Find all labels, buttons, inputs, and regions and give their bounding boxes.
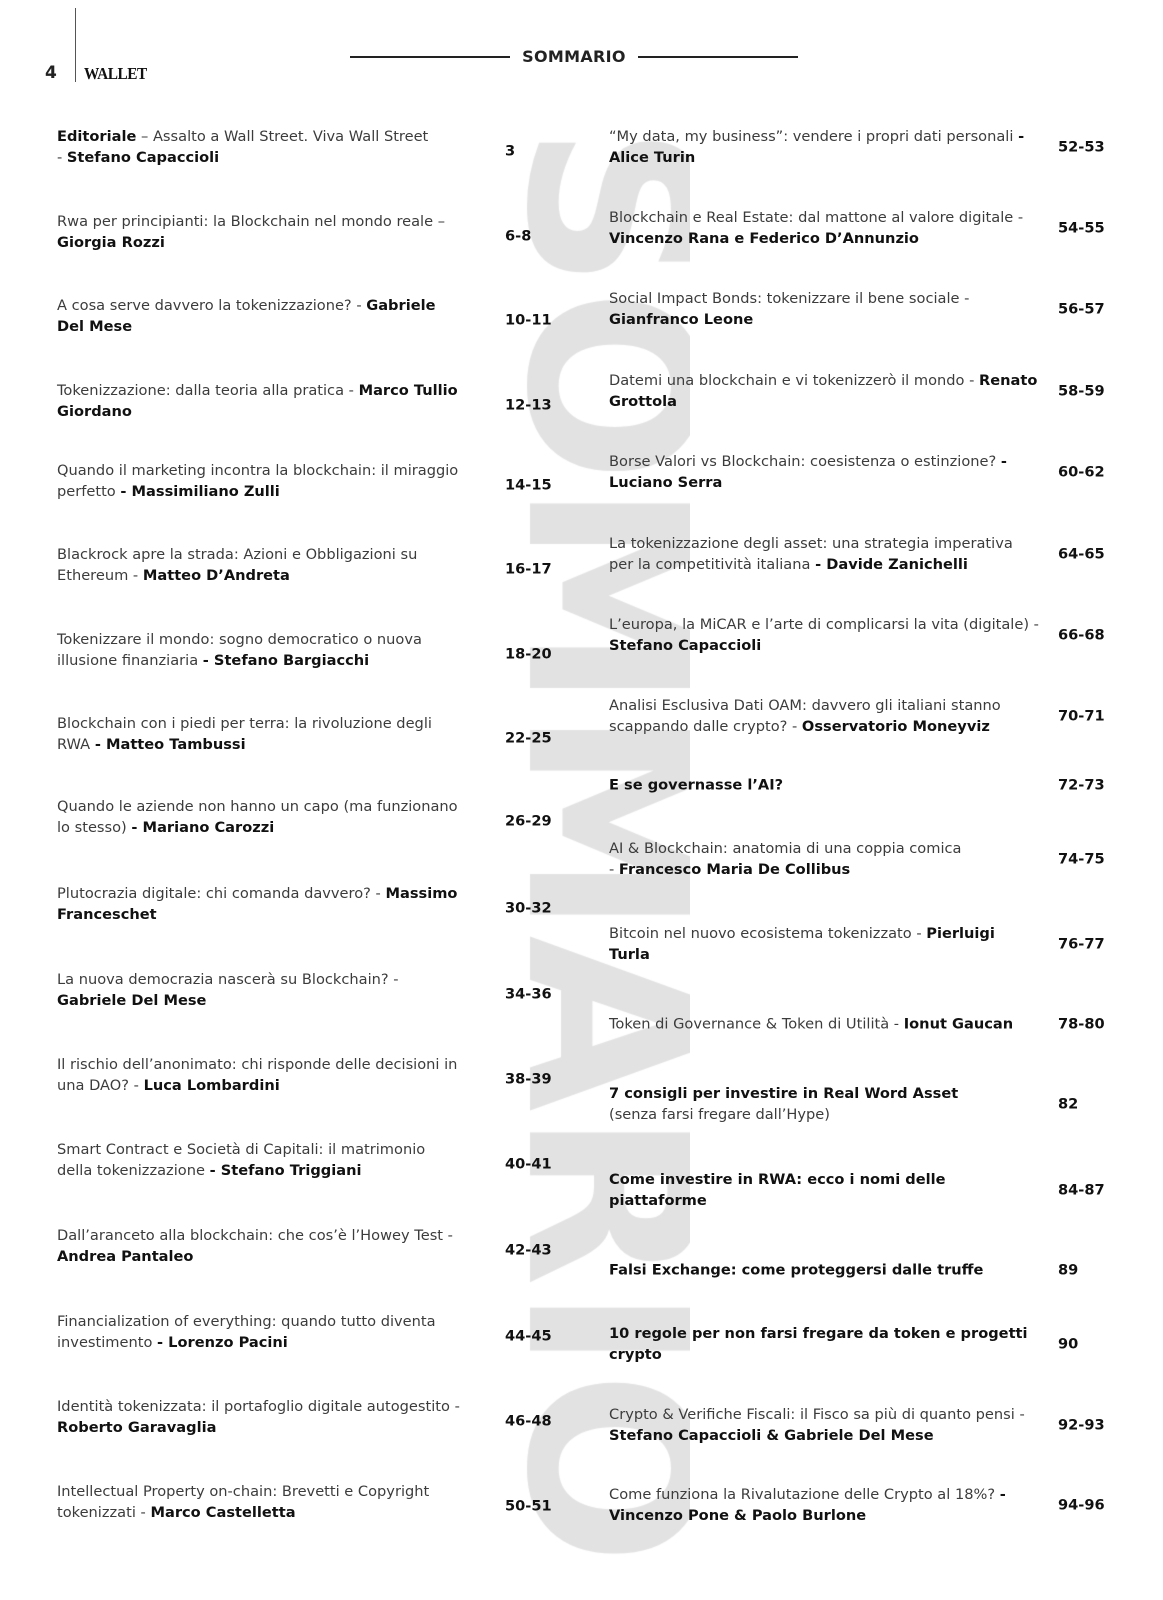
toc-entry-title xyxy=(57,1396,462,1438)
toc-entry-title xyxy=(57,295,462,337)
toc-entry-bold-text: Gianfranco Leone xyxy=(609,311,754,328)
toc-entry-text: Come funziona la Rivalutazione delle Crypto al 18%? xyxy=(609,1486,1000,1503)
toc-entry-bold-text: Francesco Maria De Collibus xyxy=(618,861,851,878)
toc-entry[interactable] xyxy=(57,126,462,168)
toc-entry-text: Dall’aranceto alla blockchain: che cos’è l’Howey Test - xyxy=(57,1227,453,1244)
toc-entry-pages: 46-48 xyxy=(505,1412,552,1430)
toc-entry-text: Identità tokenizzata: il portafoglio digitale autogestito - xyxy=(57,1398,460,1415)
toc-entry[interactable] xyxy=(57,380,462,422)
toc-entry-title xyxy=(57,629,462,671)
toc-entry-pages: 70-71 xyxy=(1058,707,1105,725)
toc-entry-pages: 74-75 xyxy=(1058,850,1105,868)
toc-entry-title xyxy=(609,1484,1039,1526)
toc-entry-text: AI & Blockchain: anatomia di una coppia comica - xyxy=(609,840,962,878)
toc-entry-title xyxy=(609,695,1039,737)
toc-entry-pages: 54-55 xyxy=(1058,219,1105,237)
toc-entry-title xyxy=(609,923,1039,965)
toc-entry[interactable] xyxy=(609,370,1039,412)
section-title: SOMMARIO xyxy=(522,47,626,66)
toc-entry-text: Tokenizzazione: dalla teoria alla pratica - xyxy=(57,382,359,399)
toc-entry-bold-text: Vincenzo Rana e Federico D’Annunzio xyxy=(609,230,919,247)
toc-entry-bold-text: - Lorenzo Pacini xyxy=(157,1334,288,1351)
toc-entry-text: La nuova democrazia nascerà su Blockchain? - xyxy=(57,971,399,988)
toc-entry-pages: 56-57 xyxy=(1058,300,1105,318)
header-divider xyxy=(75,8,76,82)
toc-entry-title xyxy=(57,713,462,755)
toc-entry[interactable] xyxy=(57,1311,462,1353)
toc-entry-text: A cosa serve davvero la tokenizzazione? - xyxy=(57,297,367,314)
toc-entry-bold-text: Roberto Garavaglia xyxy=(57,1419,217,1436)
toc-entry-title xyxy=(57,1139,462,1181)
toc-entry-pages: 16-17 xyxy=(505,560,552,578)
toc-entry-bold-text: E se governasse l’AI? xyxy=(609,776,784,794)
toc-entry-title xyxy=(609,451,1039,493)
toc-entry[interactable] xyxy=(609,1014,1039,1035)
toc-entry-pages: 89 xyxy=(1058,1261,1079,1279)
toc-entry-pages: 18-20 xyxy=(505,645,552,663)
toc-entry-pages: 44-45 xyxy=(505,1327,552,1345)
title-rule-left xyxy=(350,56,510,58)
toc-entry[interactable] xyxy=(609,451,1039,493)
toc-entry[interactable] xyxy=(57,1139,462,1181)
toc-entry-bold-text: Stefano Capaccioli & Gabriele Del Mese xyxy=(609,1427,934,1444)
toc-entry-pages: 76-77 xyxy=(1058,935,1105,953)
toc-entry-pages: 66-68 xyxy=(1058,626,1105,644)
toc-entry-pages: 40-41 xyxy=(505,1155,552,1173)
toc-entry[interactable] xyxy=(57,1396,462,1438)
toc-entry[interactable] xyxy=(57,460,462,502)
toc-entry-text: Rwa per principianti: la Blockchain nel mondo reale – xyxy=(57,213,446,230)
toc-entry-bold-text: - Stefano Bargiacchi xyxy=(202,652,370,669)
toc-entry-text: Token di Governance & Token di Utilità - xyxy=(609,1015,904,1033)
toc-entry-text: Intellectual Property on-chain: Brevetti e Copyright tokenizzati - xyxy=(57,1483,430,1521)
toc-entry-text: La tokenizzazione degli asset: una strategia imperativa per la competitività italiana xyxy=(609,535,1013,573)
toc-entry-bold-text: Gabriele Del Mese xyxy=(57,297,436,335)
toc-entry-bold-text: - Davide Zanichelli xyxy=(815,556,968,573)
toc-entry-title xyxy=(609,1404,1039,1446)
toc-entry[interactable] xyxy=(609,1323,1039,1365)
toc-entry-pages: 50-51 xyxy=(505,1497,552,1515)
toc-entry-pages: 42-43 xyxy=(505,1241,552,1259)
toc-entry-text: Bitcoin nel nuovo ecosistema tokenizzato - xyxy=(609,925,927,942)
toc-entry-bold-text: Renato Grottola xyxy=(609,372,1038,410)
toc-entry-text: Plutocrazia digitale: chi comanda davvero? - xyxy=(57,885,386,902)
toc-entry-pages: 84-87 xyxy=(1058,1181,1105,1199)
toc-entry[interactable] xyxy=(609,1260,1039,1281)
toc-entry[interactable] xyxy=(609,1169,1039,1211)
toc-entry[interactable] xyxy=(609,775,1039,796)
toc-entry[interactable] xyxy=(609,614,1039,656)
toc-entry-pages: 92-93 xyxy=(1058,1416,1105,1434)
toc-entry-title xyxy=(609,370,1039,412)
toc-entry-text: L’europa, la MiCAR e l’arte di complicarsi la vita (digitale) - xyxy=(609,616,1039,633)
toc-entry-bold-text: Stefano Capaccioli xyxy=(609,637,762,654)
toc-entry-bold-text: - Vincenzo Pone & Paolo Burlone xyxy=(609,1486,1006,1524)
toc-entry-bold-text: - Matteo Tambussi xyxy=(94,736,246,753)
toc-entry-bold-text: - Luciano Serra xyxy=(609,453,1007,491)
toc-entry[interactable] xyxy=(57,629,462,671)
toc-entry-bold-text: Gabriele Del Mese xyxy=(57,992,207,1009)
toc-entry-title xyxy=(57,883,462,925)
toc-entry[interactable] xyxy=(57,713,462,755)
toc-entry-bold-text: Andrea Pantaleo xyxy=(57,1248,194,1265)
toc-entry-title xyxy=(609,207,1039,249)
toc-entry-title xyxy=(57,211,462,253)
toc-entry-title xyxy=(609,533,1039,575)
toc-entry[interactable] xyxy=(609,288,1039,330)
toc-entry-pages: 34-36 xyxy=(505,985,552,1003)
wallet-logo: WALLET xyxy=(84,64,147,83)
toc-entry-pages: 60-62 xyxy=(1058,463,1105,481)
toc-entry-text: Blockchain e Real Estate: dal mattone al valore digitale - xyxy=(609,209,1024,226)
toc-entry-title xyxy=(609,1083,1039,1125)
toc-entry-bold-text: Falsi Exchange: come proteggersi dalle truffe xyxy=(609,1261,984,1279)
toc-entry[interactable] xyxy=(609,838,1039,880)
toc-entry-pages: 82 xyxy=(1058,1095,1079,1113)
toc-entry-text: – Assalto a Wall Street. Viva Wall Street - xyxy=(57,128,429,166)
toc-entry-bold-text: - Mariano Carozzi xyxy=(131,819,275,836)
toc-entry-title xyxy=(609,838,1039,880)
toc-entry-title xyxy=(609,614,1039,656)
toc-entry-bold-text: 10 regole per non farsi fregare da token e progetti crypto xyxy=(609,1325,1028,1363)
toc-entry-bold-text: Massimo Franceschet xyxy=(57,885,458,923)
toc-entry-text: Quando le aziende non hanno un capo (ma funzionano lo stesso) xyxy=(57,798,458,836)
toc-entry[interactable] xyxy=(57,969,462,1011)
toc-entry-pages: 64-65 xyxy=(1058,545,1105,563)
toc-entry-text: Il rischio dell’anonimato: chi risponde delle decisioni in una DAO? - xyxy=(57,1056,458,1094)
toc-entry-text: Analisi Esclusiva Dati OAM: davvero gli italiani stanno scappando dalle crypto? - xyxy=(609,697,1001,735)
toc-entry-text: “My data, my business”: vendere i propri dati personali xyxy=(609,128,1019,145)
toc-entry-title xyxy=(609,126,1039,168)
toc-entry-title xyxy=(609,1260,1039,1281)
toc-entry-bold-text: 7 consigli per investire in Real Word Asset xyxy=(609,1085,959,1102)
toc-entry-pages: 58-59 xyxy=(1058,382,1105,400)
toc-entry-text: Blackrock apre la strada: Azioni e Obbligazioni su Ethereum - xyxy=(57,546,418,584)
toc-entry[interactable] xyxy=(609,533,1039,575)
toc-entry-bold-text: Come investire in RWA: ecco i nomi delle piattaforme xyxy=(609,1171,946,1209)
toc-entry-bold-text: - Massimiliano Zulli xyxy=(120,483,280,500)
toc-entry-pages: 52-53 xyxy=(1058,138,1105,156)
toc-entry-title xyxy=(57,1225,462,1267)
toc-entry[interactable] xyxy=(609,207,1039,249)
toc-entry[interactable] xyxy=(609,923,1039,965)
toc-entry-bold-text: Ionut Gaucan xyxy=(903,1015,1014,1033)
toc-entry-bold-text: Editoriale xyxy=(57,128,137,145)
toc-entry-bold-text: Stefano Capaccioli xyxy=(66,149,220,166)
toc-entry-bold-text: Marco Castelletta xyxy=(150,1504,296,1521)
toc-entry-text: (senza farsi fregare dall’Hype) xyxy=(609,1106,830,1123)
toc-entry-title xyxy=(57,796,462,838)
toc-entry-title xyxy=(57,1481,462,1523)
toc-entry-title xyxy=(609,1169,1039,1211)
toc-entry-pages: 6-8 xyxy=(505,227,532,245)
toc-entry[interactable] xyxy=(609,1484,1039,1526)
toc-entry-title xyxy=(609,1014,1039,1035)
toc-entry-bold-text: - Alice Turin xyxy=(609,128,1025,166)
toc-entry-pages: 90 xyxy=(1058,1335,1079,1353)
toc-entry-pages: 94-96 xyxy=(1058,1496,1105,1514)
toc-entry-pages: 38-39 xyxy=(505,1070,552,1088)
toc-entry-title xyxy=(609,288,1039,330)
toc-entry-text: Datemi una blockchain e vi tokenizzerò il mondo - xyxy=(609,372,979,389)
toc-entry-bold-text: Luca Lombardini xyxy=(143,1077,280,1094)
toc-entry-title xyxy=(57,460,462,502)
toc-entry-bold-text: Matteo D’Andreta xyxy=(142,567,290,584)
toc-entry-title xyxy=(609,775,1039,796)
toc-entry-title xyxy=(57,544,462,586)
toc-entry-pages: 10-11 xyxy=(505,311,552,329)
toc-entry-bold-text: Osservatorio Moneyviz xyxy=(801,718,990,735)
toc-entry-text: Quando il marketing incontra la blockchain: il miraggio perfetto xyxy=(57,462,459,500)
toc-entry-title xyxy=(57,1311,462,1353)
toc-entry[interactable] xyxy=(57,1225,462,1267)
toc-entry[interactable] xyxy=(609,126,1039,168)
toc-entry-title xyxy=(57,969,462,1011)
toc-entry-text: Blockchain con i piedi per terra: la rivoluzione degli RWA xyxy=(57,715,432,753)
toc-entry-pages: 26-29 xyxy=(505,812,552,830)
toc-entry[interactable] xyxy=(609,695,1039,737)
toc-entry-pages: 78-80 xyxy=(1058,1015,1105,1033)
toc-entry[interactable] xyxy=(609,1404,1039,1446)
toc-entry[interactable] xyxy=(57,1481,462,1523)
toc-entry-pages: 72-73 xyxy=(1058,776,1105,794)
toc-entry[interactable] xyxy=(57,295,462,337)
toc-entry-bold-text: Pierluigi Turla xyxy=(609,925,995,963)
toc-entry-title xyxy=(57,1054,462,1096)
toc-entry-title xyxy=(57,380,462,422)
toc-entry-pages: 14-15 xyxy=(505,476,552,494)
toc-entry[interactable] xyxy=(57,544,462,586)
page-number: 4 xyxy=(45,63,57,83)
toc-entry-text: Borse Valori vs Blockchain: coesistenza o estinzione? xyxy=(609,453,1001,470)
toc-entry-text: Financialization of everything: quando tutto diventa investimento xyxy=(57,1313,436,1351)
toc-entry-pages: 3 xyxy=(505,142,516,160)
toc-entry-pages: 30-32 xyxy=(505,899,552,917)
toc-entry-bold-text: Giorgia Rozzi xyxy=(57,234,165,251)
toc-entry-title xyxy=(57,126,462,168)
toc-entry-text: Crypto & Verifiche Fiscali: il Fisco sa più di quanto pensi - xyxy=(609,1406,1025,1423)
toc-entry-pages: 12-13 xyxy=(505,396,552,414)
toc-entry-text: Tokenizzare il mondo: sogno democratico o nuova illusione finanziaria xyxy=(57,631,422,669)
toc-entry-bold-text: Marco Tullio Giordano xyxy=(57,382,458,420)
toc-entry-text: Social Impact Bonds: tokenizzare il bene sociale - xyxy=(609,290,970,307)
toc-entry[interactable] xyxy=(57,883,462,925)
toc-entry[interactable] xyxy=(57,1054,462,1096)
toc-entry-text: Smart Contract e Società di Capitali: il matrimonio della tokenizzazione xyxy=(57,1141,426,1179)
toc-entry[interactable] xyxy=(57,796,462,838)
title-rule-right xyxy=(638,56,798,58)
toc-entry-title xyxy=(609,1323,1039,1365)
toc-entry-bold-text: - Stefano Triggiani xyxy=(209,1162,362,1179)
toc-entry[interactable] xyxy=(57,211,462,253)
toc-entry-pages: 22-25 xyxy=(505,729,552,747)
toc-entry[interactable] xyxy=(609,1083,1039,1125)
